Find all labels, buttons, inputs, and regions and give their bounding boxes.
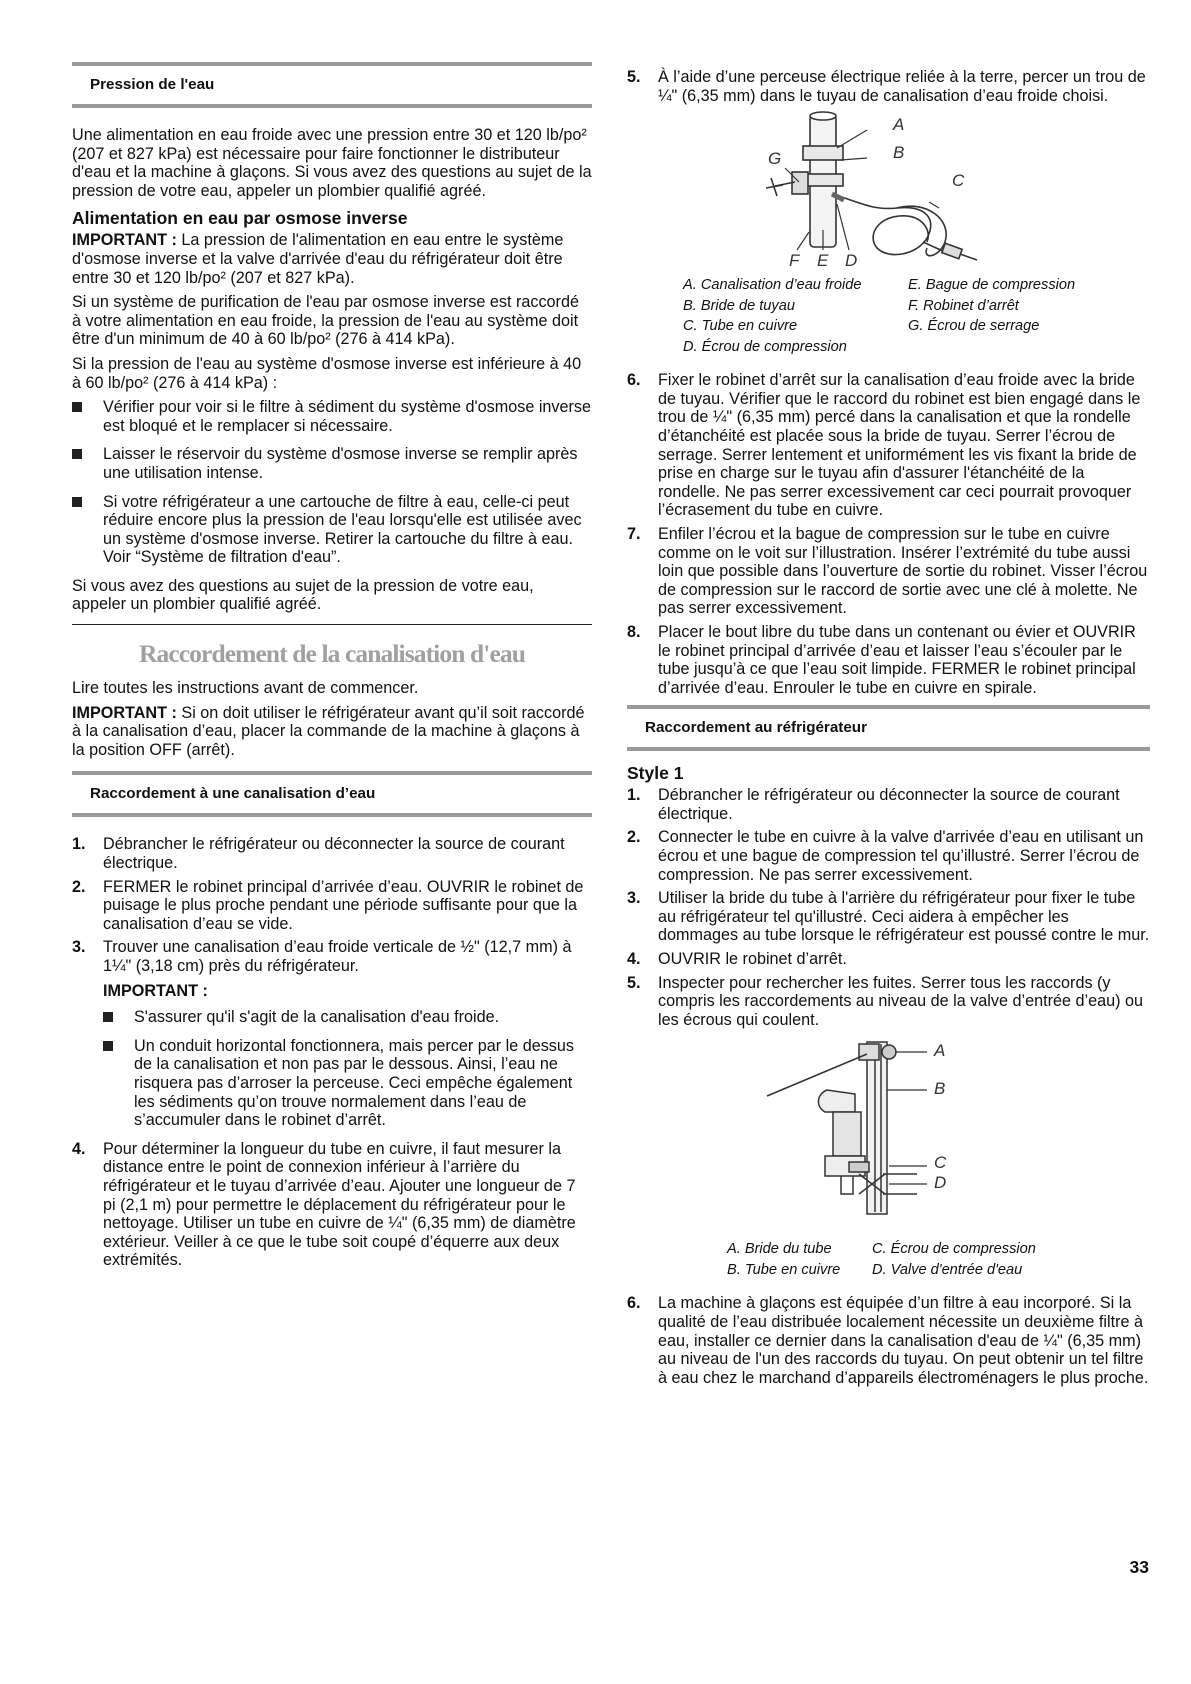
fig2-label-b: B <box>934 1079 946 1099</box>
list-item: Un conduit horizontal fonctionnera, mais percer par le dessus de la canalisation et non pas par le dessous. Ainsi, l’eau ne risquera pas d’arroser la perceuse. Ceci empêche également les sédiments qu’on trouve normalement dans l’eau de s’accumuler dans le robinet d’arrêt. <box>103 1037 592 1130</box>
osmose-paragraph-3: Si la pression de l'eau au système d'osmose inverse est inférieure à 40 à 60 lb/po² (276 à 414 kPa) : <box>72 354 582 392</box>
legend-item: C. Écrou de compression <box>872 1241 1036 1258</box>
step-item <box>627 828 1150 884</box>
step-text: Pour déterminer la longueur du tube en cuivre, il faut mesurer la distance entre le point de connexion inférieur à l’arrière du réfrigérateur et le tuyau d’arrivée d’eau. Ajouter une longueur de 7 pi (2,1 m) pour permettre le déplacement du réfrigérateur pour le nettoyage. Utiliser un tube en cuivre de ¼" (6,35 mm) de diamètre extérieur. Veiller à ce que le tube soit coupé d’équerre aux deux extrémités. <box>103 1139 576 1270</box>
list-item: S'assurer qu'il s'agit de la canalisation d'eau froide. <box>103 1008 592 1027</box>
step-number: 5. <box>627 973 641 992</box>
fig1-label-e: E <box>817 251 829 271</box>
step-item <box>627 371 1150 520</box>
step-text: Débrancher le réfrigérateur ou déconnecter la source de courant électrique. <box>103 835 565 873</box>
step-item <box>627 623 1150 697</box>
fig2-label-c: C <box>934 1153 947 1173</box>
filter-step <box>627 1294 1150 1387</box>
legend-item: B. Bride de tuyau <box>683 297 795 314</box>
osmose-important <box>72 231 592 287</box>
step-item <box>627 68 1150 105</box>
legend-item: C. Tube en cuivre <box>683 318 798 335</box>
pression-paragraph: Une alimentation en eau froide avec une pression entre 30 et 120 lb/po² (207 et 827 kPa) est nécessaire pour faire fonctionner le distributeur d'eau et la machine à glaçons. Si vous avez des questions au sujet de la pression de votre eau, appeler un plombier qualifié agréé. <box>72 126 592 200</box>
step3-important: IMPORTANT : <box>103 981 208 1000</box>
osmose-bullet-list <box>72 398 592 567</box>
legend-item: G. Écrou de serrage <box>908 318 1040 335</box>
step-item <box>72 938 592 1129</box>
inlet-valve-illustration <box>627 1034 1150 1239</box>
legend-item: B. Tube en cuivre <box>727 1261 841 1278</box>
section-head-pression: Pression de l'eau <box>72 62 592 108</box>
shutoff-valve-illustration <box>627 110 1150 275</box>
section-title-raccordement: Raccordement de la canalisation d'eau <box>138 639 525 669</box>
step-number: 2. <box>627 828 641 847</box>
style1-steps <box>627 786 1150 1029</box>
fig1-label-f: F <box>789 251 800 271</box>
fig1-label-b: B <box>893 143 905 163</box>
legend-item: D. Valve d'entrée d'eau <box>872 1261 1023 1278</box>
fig1-label-a: A <box>893 115 905 135</box>
legend-item: A. Bride du tube <box>727 1241 832 1258</box>
connection-steps <box>627 371 1150 697</box>
important-label: IMPORTANT : <box>72 703 177 722</box>
section-head-canalisation: Raccordement à une canalisation d’eau <box>72 771 592 817</box>
step-item <box>627 950 1150 969</box>
step-item <box>627 525 1150 618</box>
step-text: Fixer le robinet d’arrêt sur la canalisation d’eau froide avec la bride de tuyau. Vérifier que le raccord du robinet est bien engagé dans le trou de ¼" (6,35 mm) percé dans la canalisation et que la rondelle d’étanchéité est placée sous la bride de tuyau. Serrer l’écrou de serrage. Serrer lentement et uniformément les vis fixant la bride de prise en charge sur le tuyau afin d'assurer l'étanchéité de la rondelle. Ne pas serrer excessivement car ceci pourrait provoquer l’écrasement du tube en cuivre. <box>658 371 1141 520</box>
osmose-paragraph-4: Si vous avez des questions au sujet de la pression de votre eau, appeler un plombier qualifié agréé. <box>72 576 534 614</box>
step-number: 4. <box>627 950 641 969</box>
right-column <box>627 68 1150 1392</box>
raccord-important-text: Si on doit utiliser le réfrigérateur avant qu’il soit raccordé à la canalisation d’eau, placer la commande de la machine à glaçons à la position OFF (arrêt). <box>72 703 585 759</box>
step3-bullet-list <box>103 1008 592 1130</box>
osmose-paragraph-2: Si un système de purification de l'eau par osmose inverse est raccordé à votre alimentation en eau froide, la pression de l'eau au système doit être d'un minimum de 40 à 60 lb/po² (276 à 414 kPa). <box>72 293 579 349</box>
step-text: La machine à glaçons est équipée d’un filtre à eau incorporé. Si la qualité de l’eau distribuée localement nécessite un deuxième filtre à eau, installer ce dernier dans la canalisation d'eau de ¼" (6,35 mm) au niveau de l'un des raccords du tuyau. On peut obtenir un tel filtre à eau chez le marchand d’appareils électroménagers le plus proche. <box>658 1294 1149 1387</box>
step-item <box>627 889 1150 945</box>
list-item: Laisser le réservoir du système d'osmose inverse se remplir après une utilisation intense. <box>72 445 592 482</box>
step-text: Connecter le tube en cuivre à la valve d'arrivée d’eau en utilisant un écrou et une bague de compression tel qu’illustré. Serrer l’écrou de compression. Ne pas serrer excessivement. <box>658 828 1144 884</box>
divider <box>72 624 592 625</box>
fig1-legend <box>683 275 1150 357</box>
legend-item: E. Bague de compression <box>908 277 1076 294</box>
list-item: Si votre réfrigérateur a une cartouche de filtre à eau, celle-ci peut réduire encore plus la pression de l'eau lorsqu'elle est utilisée avec un système d'osmose inverse. Retirer la cartouche du filtre à eau. Voir “Système de filtration d'eau”. <box>72 493 592 567</box>
page-number: 33 <box>1129 1557 1149 1577</box>
step-text: Trouver une canalisation d’eau froide verticale de ½" (12,7 mm) à 1¼" (3,18 cm) près du réfrigérateur. <box>103 938 572 975</box>
step-item <box>627 786 1150 823</box>
list-item: Vérifier pour voir si le filtre à sédiment du système d'osmose inverse est bloqué et le remplacer si nécessaire. <box>72 398 592 435</box>
step-number: 6. <box>627 371 641 390</box>
canalisation-steps <box>72 835 592 1269</box>
step-item <box>72 1140 592 1270</box>
fig1-label-c: C <box>952 171 965 191</box>
legend-item <box>908 337 1088 358</box>
step-number: 1. <box>72 835 86 854</box>
osmose-important-text: La pression de l'alimentation en eau entre le système d'osmose inverse et la valve d'arrivée d'eau du réfrigérateur doit être entre 30 et 120 lb/po² (207 et 827 kPa). <box>72 231 564 287</box>
fig1-label-g: G <box>768 149 782 169</box>
fig2-label-d: D <box>934 1173 947 1193</box>
step-text: Débrancher le réfrigérateur ou déconnecter la source de courant électrique. <box>658 786 1120 823</box>
fig1-label-d: D <box>845 251 858 271</box>
step-number: 1. <box>627 786 641 805</box>
step-number: 2. <box>72 877 86 896</box>
inlet-diagram <box>627 1034 1150 1239</box>
step-item <box>72 835 592 872</box>
left-column <box>72 62 592 1275</box>
step-number: 5. <box>627 68 641 86</box>
step-number: 3. <box>72 938 86 957</box>
drill-step <box>627 68 1150 105</box>
step-number: 8. <box>627 622 641 641</box>
step-item <box>627 974 1150 1030</box>
subhead-style-1: Style 1 <box>627 763 684 784</box>
fig2-label-a: A <box>934 1041 946 1061</box>
step-number: 6. <box>627 1294 641 1313</box>
section-head-refrigerateur: Raccordement au réfrigérateur <box>627 705 1150 751</box>
step-number: 3. <box>627 889 641 908</box>
step-text: Placer le bout libre du tube dans un contenant ou évier et OUVRIR le robinet principal d’arrivée d’eau et laisser l’eau s’écouler par le tube jusqu’à ce que l’eau soit limpide. FERMER le robinet principal d’arrivée d’eau. Enrouler le tube en cuivre en spirale. <box>658 622 1136 697</box>
legend-item: D. Écrou de compression <box>683 338 847 355</box>
step-text: Utiliser la bride du tube à l'arrière du réfrigérateur pour fixer le tube au réfrigérateur tel qu'illustré. Ceci aidera à empêcher les dommages au tube lorsque le réfrigérateur est poussé contre le mur. <box>658 889 1150 945</box>
raccord-important <box>72 704 592 760</box>
legend-item: F. Robinet d’arrêt <box>908 297 1019 314</box>
step-number: 7. <box>627 524 641 543</box>
valve-diagram <box>627 110 1150 275</box>
important-label: IMPORTANT : <box>72 231 177 250</box>
subhead-osmose: Alimentation en eau par osmose inverse <box>72 208 408 229</box>
step-text: À l’aide d’une perceuse électrique reliée à la terre, percer un trou de ¼" (6,35 mm) dans le tuyau de canalisation d’eau froide choisi. <box>658 68 1146 105</box>
step-number: 4. <box>72 1139 86 1158</box>
step-text: OUVRIR le robinet d’arrêt. <box>658 950 847 969</box>
step-text: Inspecter pour rechercher les fuites. Serrer tous les raccords (y compris les raccordements au niveau de la valve d’entrée d’eau) ou les écrous qui coulent. <box>658 973 1143 1029</box>
legend-item: A. Canalisation d’eau froide <box>683 277 862 294</box>
step-text: Enfiler l’écrou et la bague de compression sur le tube en cuivre comme on le voit sur l’illustration. Insérer l’extrémité du tube aussi loin que possible dans l’ouverture de sortie du robinet. Visser l’écrou de compression sur le raccord de sortie avec une clé à molette. Ne pas serrer excessivement. <box>658 524 1148 618</box>
step-item <box>72 878 592 934</box>
step-item <box>627 1294 1150 1387</box>
fig2-legend <box>727 1239 1150 1280</box>
raccord-intro: Lire toutes les instructions avant de commencer. <box>72 679 419 698</box>
step-text: FERMER le robinet principal d’arrivée d’eau. OUVRIR le robinet de puisage le plus proche pendant une période suffisante pour que la canalisation d’eau se vide. <box>103 877 584 933</box>
